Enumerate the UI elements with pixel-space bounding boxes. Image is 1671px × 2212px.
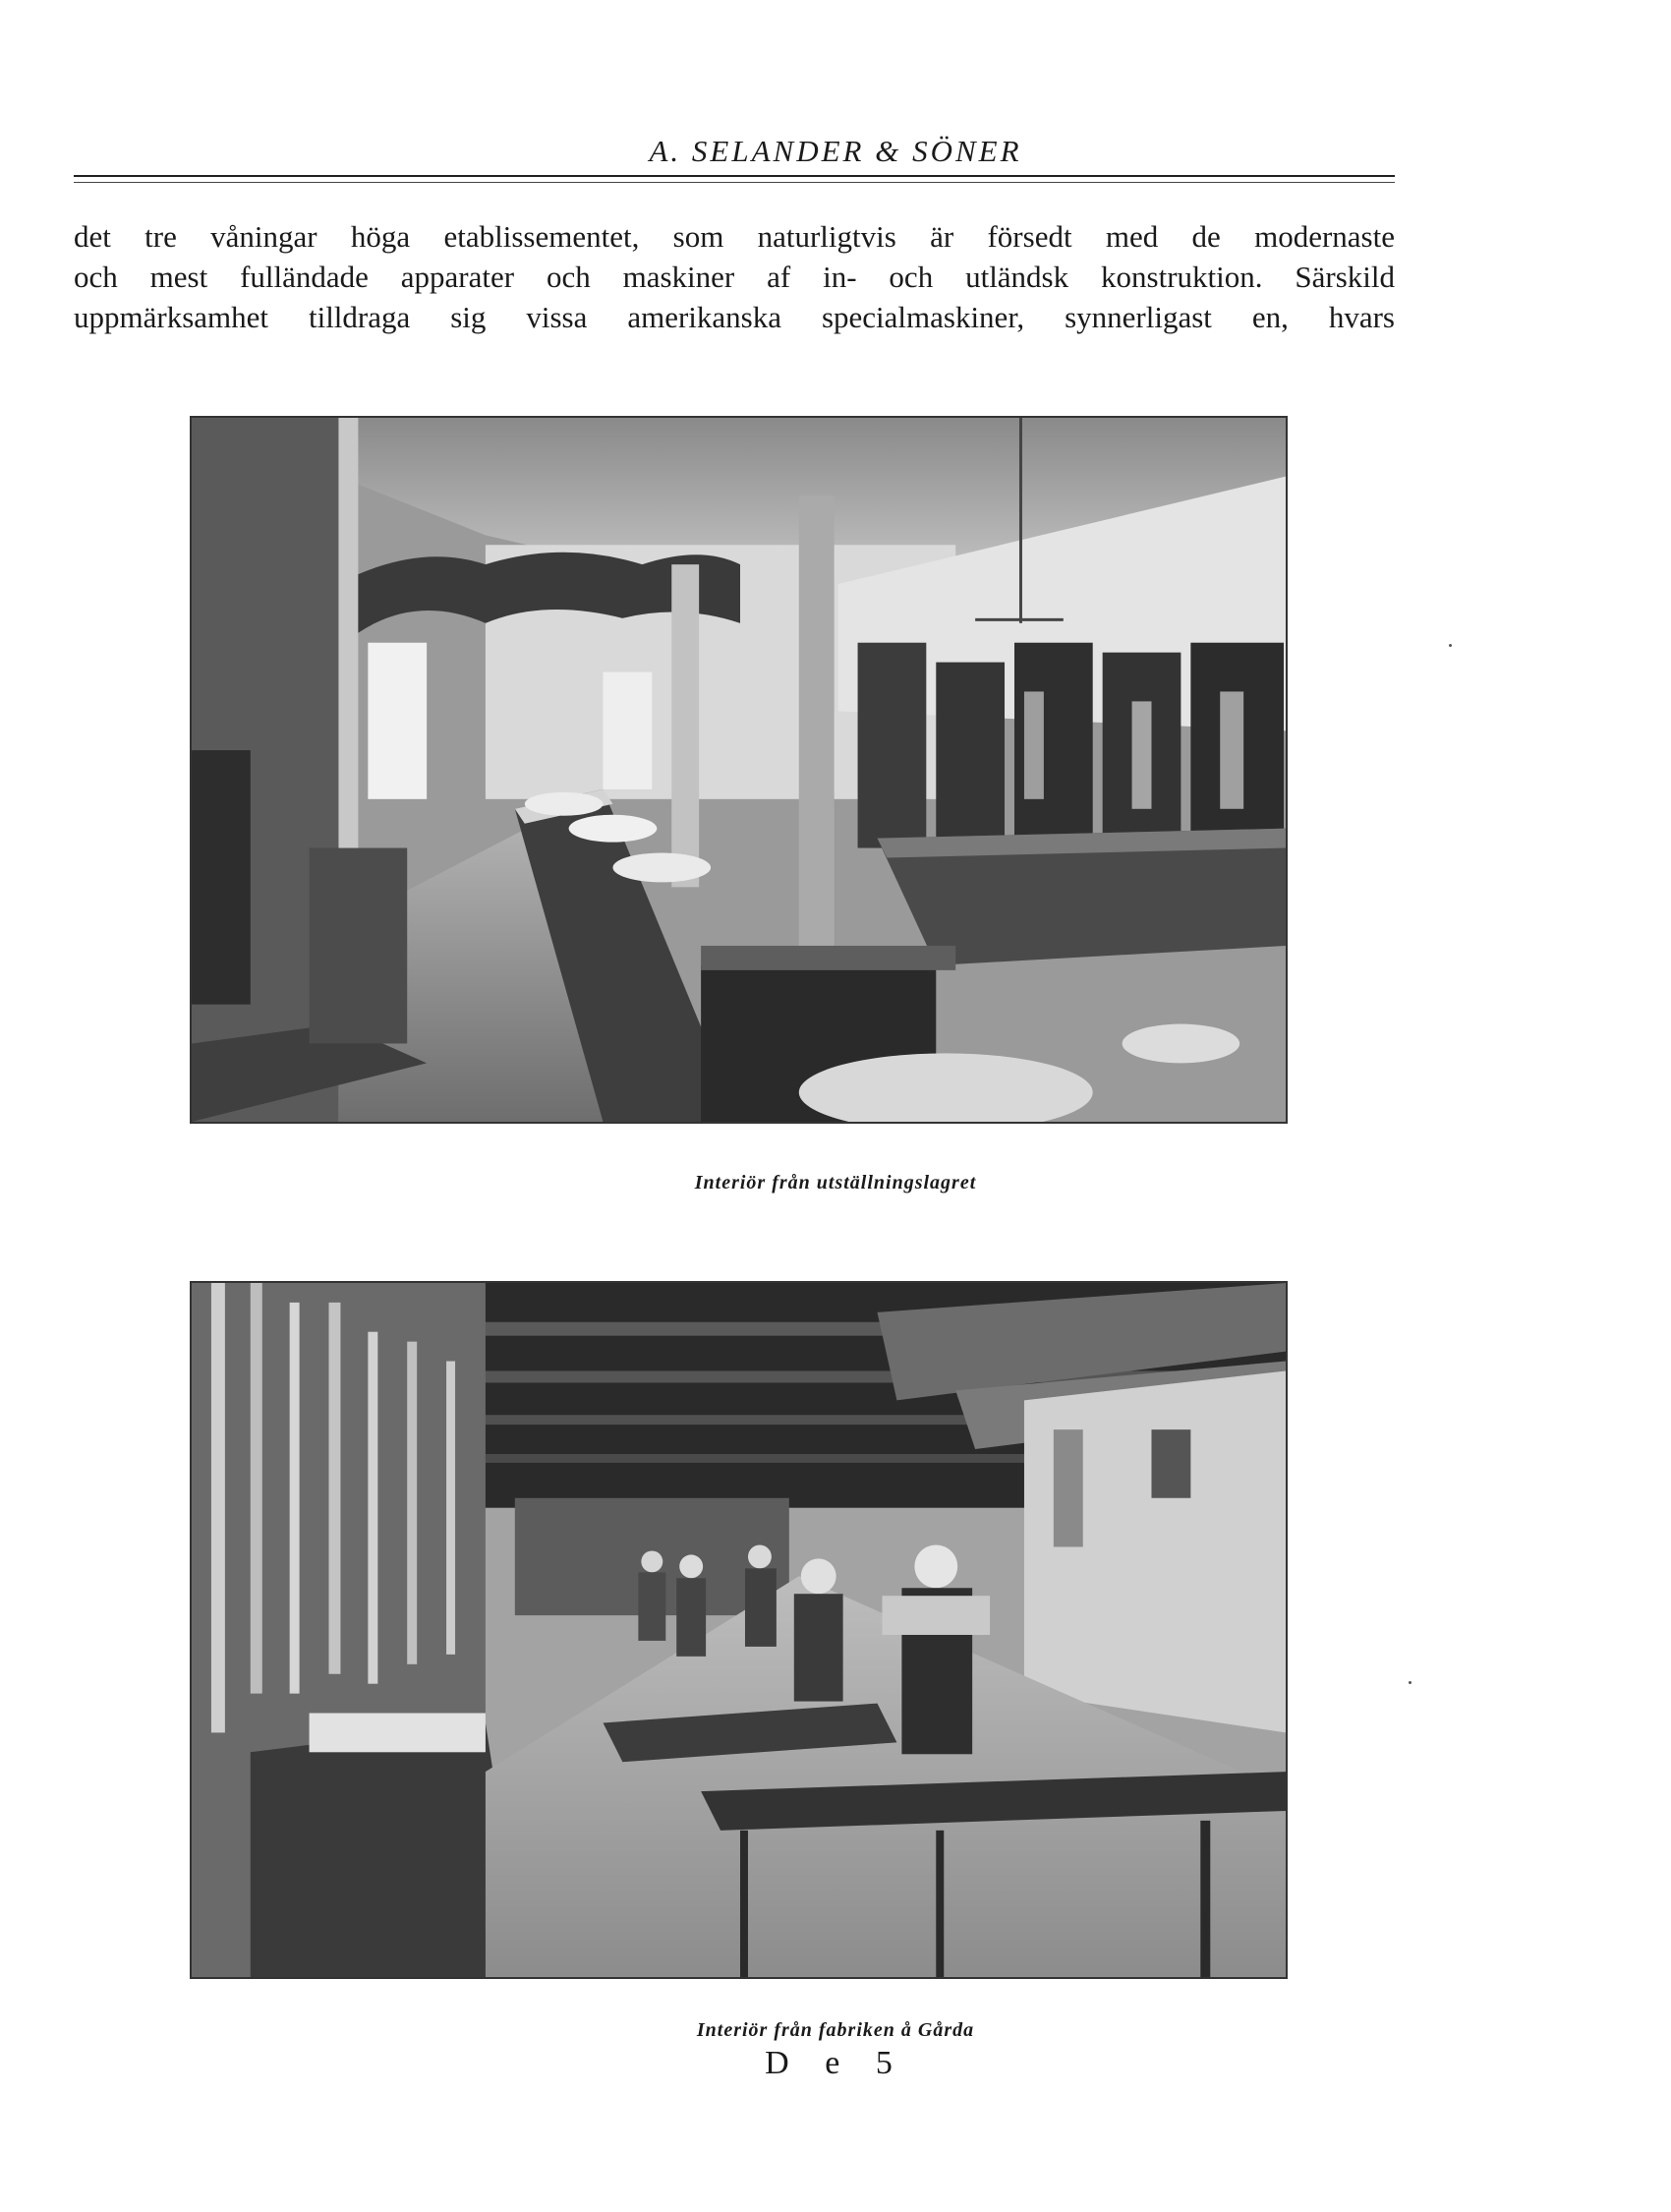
running-title: A. SELANDER & SÖNER — [649, 134, 1022, 168]
body-line-3: uppmärksamhet tilldraga sig vissa amerikanska specialmaskiner, synnerligast en, hvars — [74, 300, 1395, 334]
photo-showroom-interior — [190, 416, 1288, 1124]
header-rule-thick — [74, 175, 1395, 177]
scan-speck — [1449, 644, 1452, 647]
photo-factory-workshop — [190, 1281, 1288, 1979]
photo-caption-1: Interiör från utställningslagret — [694, 1172, 977, 1193]
scan-speck — [1409, 1681, 1412, 1684]
photo-caption-2: Interiör från fabriken å Gårda — [696, 2019, 975, 2041]
body-line-2: och mest fulländade apparater och maskiner af in- och utländsk konstruktion. Särskild — [74, 260, 1395, 294]
body-paragraph — [74, 216, 1395, 337]
header-rule-thin — [74, 182, 1395, 183]
signature-mark: D e 5 — [765, 2045, 906, 2081]
body-line-1: det tre våningar höga etablissementet, som naturligtvis är försedt med de modernaste — [74, 219, 1395, 254]
